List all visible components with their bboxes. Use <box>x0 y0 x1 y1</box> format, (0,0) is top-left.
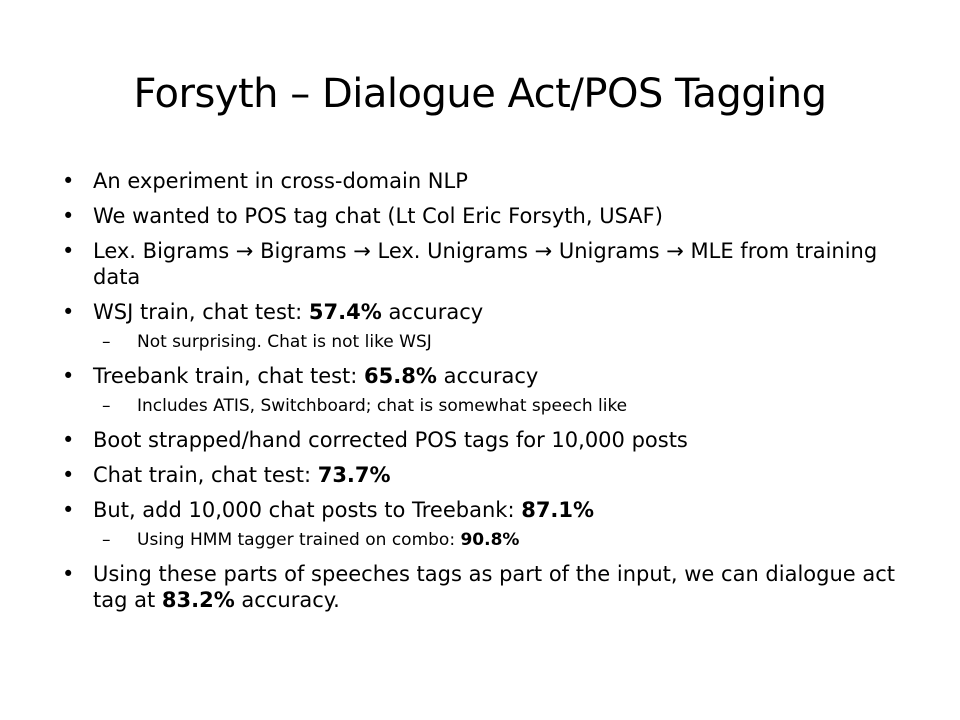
accuracy-value: 83.2% <box>161 588 235 612</box>
bullet-text: But, add 10,000 chat posts to Treebank: <box>93 498 522 522</box>
bullet-item <box>62 168 912 194</box>
accuracy-value: 87.1% <box>521 498 595 522</box>
bullet-text: Chat train, chat test: <box>93 463 318 487</box>
accuracy-value: 57.4% <box>308 300 382 324</box>
sub-bullet-item <box>62 395 912 417</box>
bullet-text: Treebank train, chat test: <box>93 364 365 388</box>
slide-title: Forsyth – Dialogue Act/POS Tagging <box>133 71 827 117</box>
accuracy-value: 90.8% <box>460 530 520 550</box>
bullet-item <box>62 462 912 488</box>
bullet-text: We wanted to POS tag chat (Lt Col Eric Forsyth, USAF) <box>93 204 663 228</box>
bullet-item <box>62 299 912 325</box>
bullet-item <box>62 203 912 229</box>
bullet-item <box>62 238 912 290</box>
bullet-text: accuracy. <box>234 588 340 612</box>
bullet-text: accuracy <box>436 364 539 388</box>
sub-bullet-item <box>62 331 912 353</box>
sub-bullet-item <box>62 529 912 551</box>
bullet-item <box>62 363 912 389</box>
sub-bullet-text: Using HMM tagger trained on combo: <box>137 530 461 550</box>
accuracy-value: 73.7% <box>317 463 391 487</box>
bullet-text: accuracy <box>381 300 484 324</box>
bullet-text: Lex. Bigrams → Bigrams → Lex. Unigrams → Unigrams → MLE from training data <box>93 239 878 289</box>
bullet-text: WSJ train, chat test: <box>93 300 309 324</box>
bullet-text: Using these parts of speeches tags as part of the input, we can dialogue act tag at <box>93 562 896 612</box>
bullet-item <box>62 561 912 613</box>
bullet-list <box>62 168 912 622</box>
bullet-text: An experiment in cross-domain NLP <box>93 169 468 193</box>
bullet-item <box>62 427 912 453</box>
sub-bullet-text: Includes ATIS, Switchboard; chat is somewhat speech like <box>137 396 628 416</box>
sub-bullet-text: Not surprising. Chat is not like WSJ <box>137 332 432 352</box>
bullet-text: Boot strapped/hand corrected POS tags for 10,000 posts <box>93 428 688 452</box>
accuracy-value: 65.8% <box>364 364 437 388</box>
bullet-item <box>62 497 912 523</box>
